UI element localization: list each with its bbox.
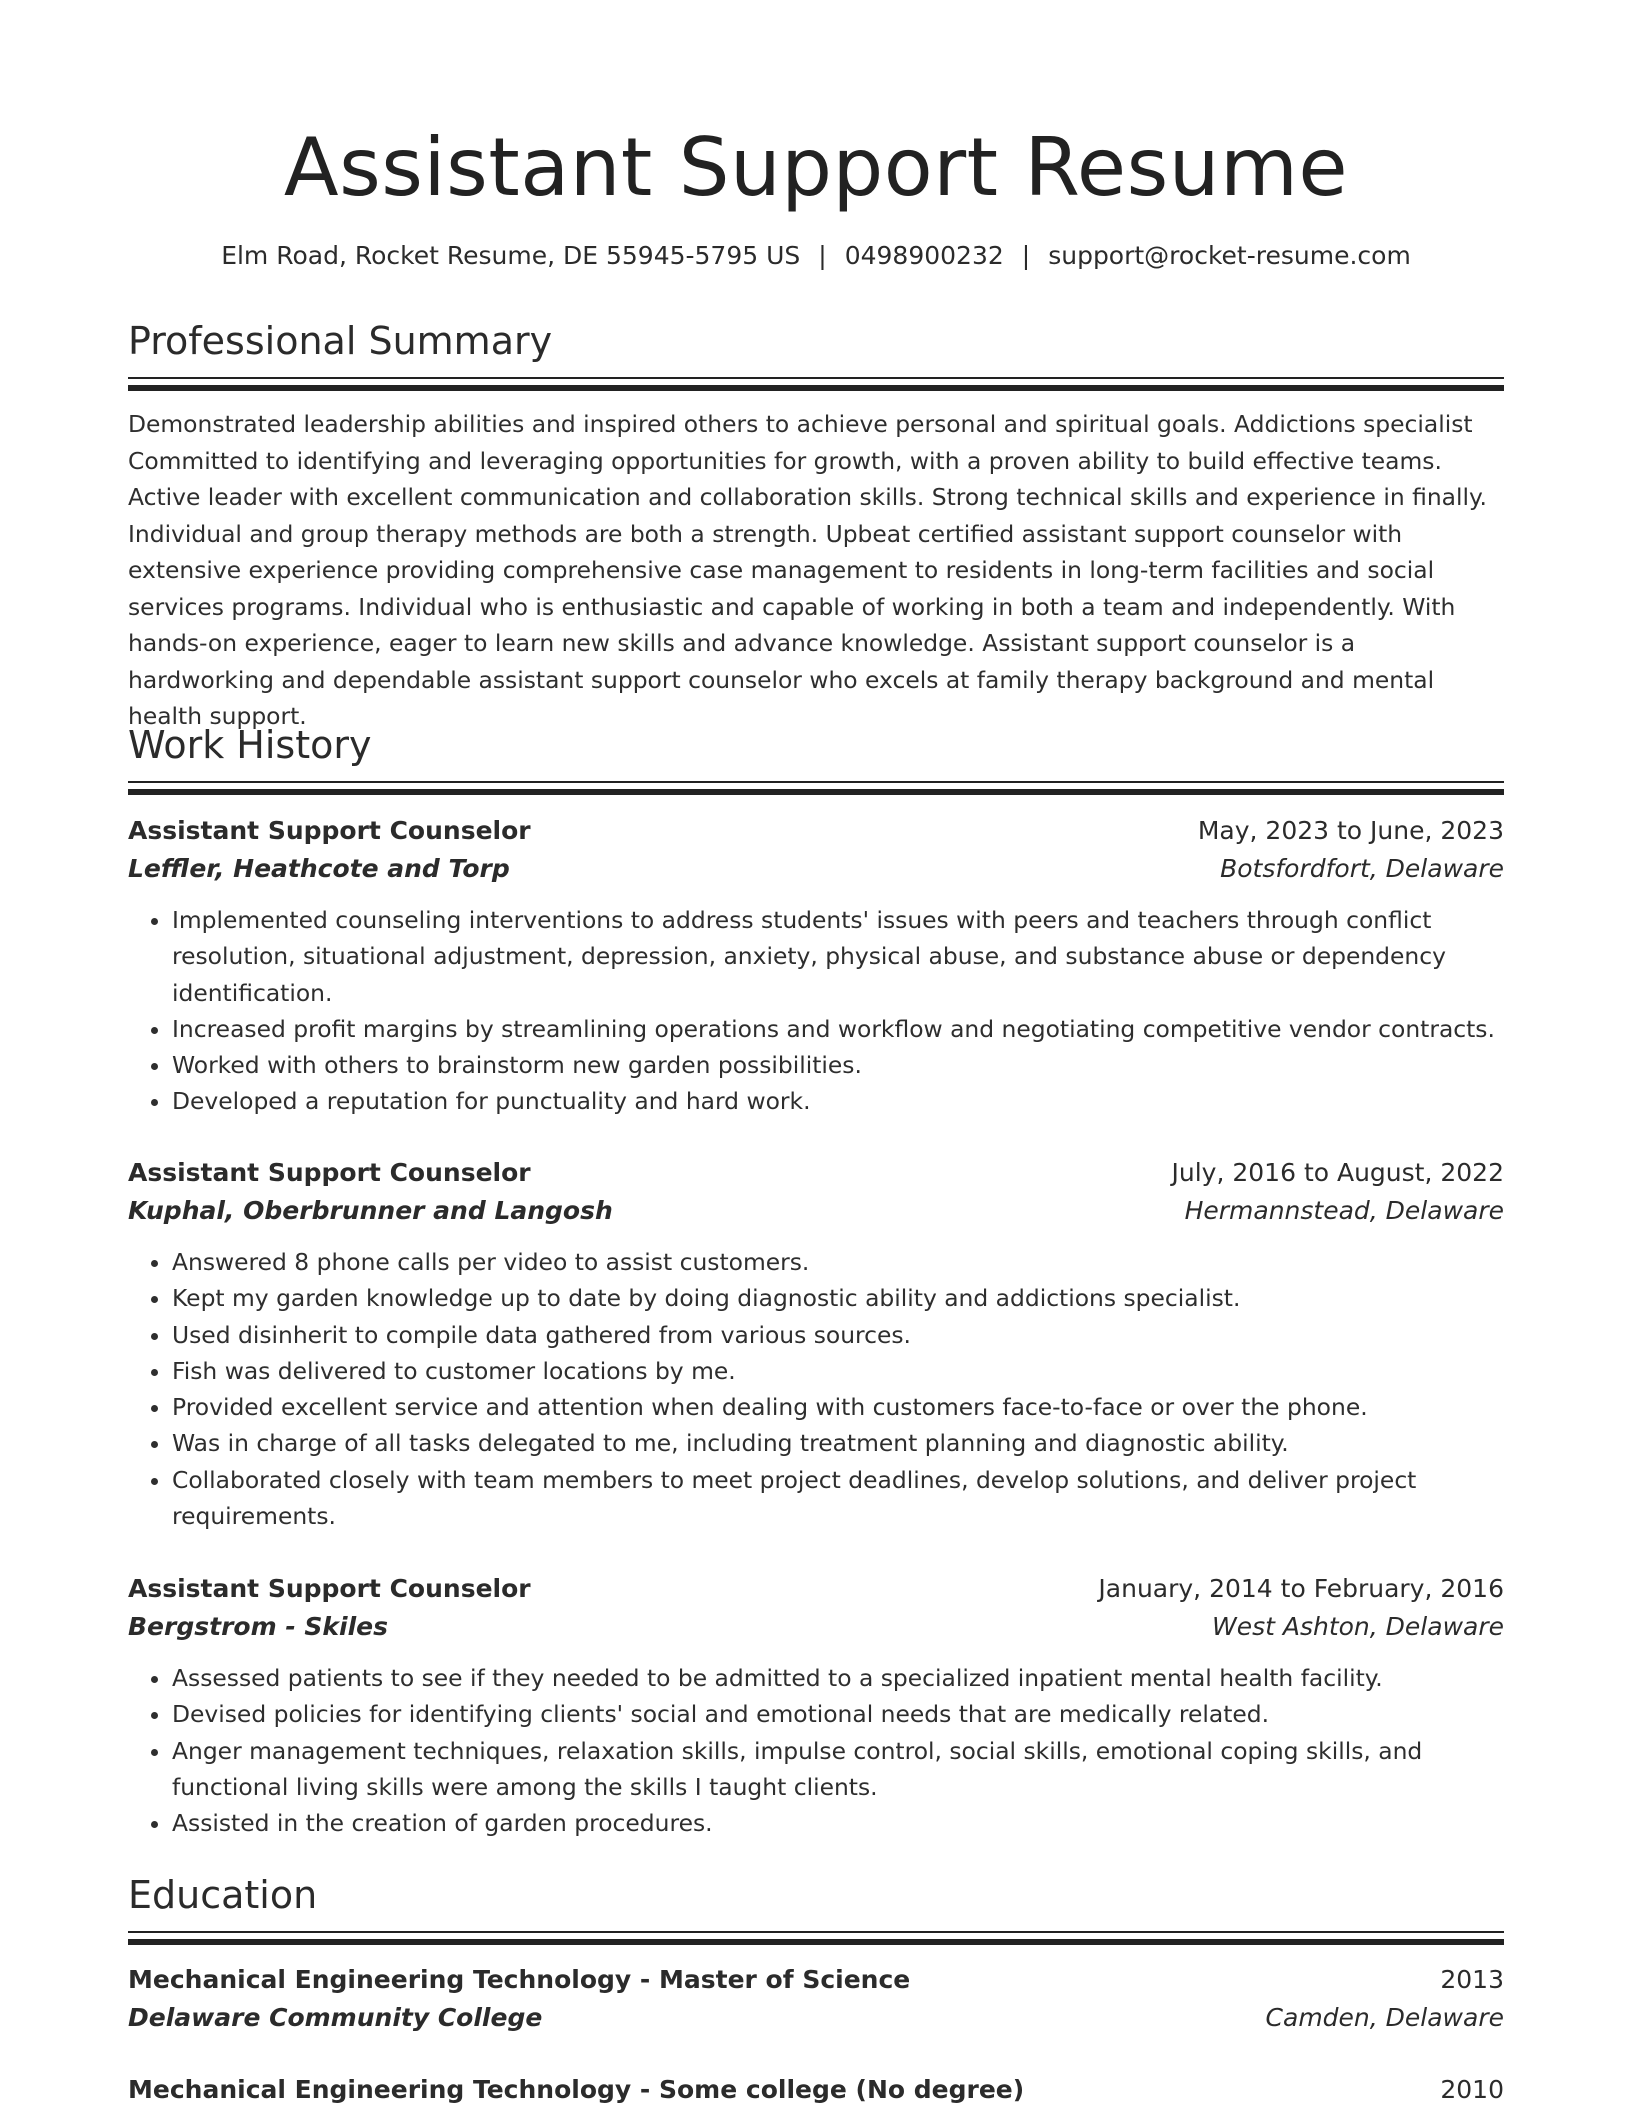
job-bullets <box>128 902 1504 1120</box>
job-dates: July, 2016 to August, 2022 <box>1171 1158 1504 1187</box>
summary-text: Demonstrated leadership abilities and inspired others to achieve personal and spiritual goals. Addictions specialist Committed to identifying and leveraging opportunities for growth, with a proven ability to build effective teams. Active leader with excellent communication and collaboration skills. Strong technical skills and experience in finally. Individual and group therapy methods are both a strength. Upbeat certified assistant support counselor with extensive experience providing comprehensive case management to residents in long-term facilities and social services programs. Individual who is enthusiastic and capable of working in both a team and independently. With hands-on experience, eager to learn new skills and advance knowledge. Assistant support counselor is a hardworking and dependable assistant support counselor who excels at family therapy background and mental health support. <box>128 410 1487 730</box>
education-location: Camden, Delaware <box>1265 2003 1504 2032</box>
job-dates: January, 2014 to February, 2016 <box>1098 1574 1504 1603</box>
contact-phone: 0498900232 <box>844 241 1004 270</box>
job-location: West Ashton, Delaware <box>1211 1612 1504 1641</box>
education-degree: Mechanical Engineering Technology - Some college (No degree) <box>128 2075 1025 2104</box>
education-year: 2010 <box>1440 2075 1504 2104</box>
job-bullet: • Assisted in the creation of garden procedures. <box>172 1805 1504 1841</box>
job-bullet: • Was in charge of all tasks delegated to me, including treatment planning and diagnostic ability. <box>172 1425 1504 1461</box>
job-dates: May, 2023 to June, 2023 <box>1197 816 1504 845</box>
section-title-work-history: Work History <box>128 723 372 767</box>
education-entry <box>128 2071 1504 2109</box>
job-company: Leffler, Heathcote and Torp <box>128 854 510 883</box>
job-bullet: • Used disinherit to compile data gathered from various sources. <box>172 1317 1504 1353</box>
job-title: Assistant Support Counselor <box>128 816 531 845</box>
education-degree: Mechanical Engineering Technology - Master of Science <box>128 1965 911 1994</box>
job-entry <box>128 1570 1504 1841</box>
contact-separator: | <box>1021 241 1031 270</box>
job-bullet: • Implemented counseling interventions to address students' issues with peers and teachers through conflict resolution, situational adjustment, depression, anxiety, physical abuse, and substance abuse or dependency identification. <box>172 902 1504 1011</box>
job-bullets <box>128 1660 1504 1841</box>
job-bullet: • Answered 8 phone calls per video to assist customers. <box>172 1244 1504 1280</box>
education-year: 2013 <box>1440 1965 1504 1994</box>
job-bullet: • Devised policies for identifying clients' social and emotional needs that are medically related. <box>172 1696 1504 1732</box>
job-bullets <box>128 1244 1504 1534</box>
job-company: Bergstrom - Skiles <box>128 1612 389 1641</box>
contact-separator: | <box>818 241 827 270</box>
job-location: Hermannstead, Delaware <box>1184 1196 1504 1225</box>
job-bullet: • Developed a reputation for punctuality and hard work. <box>172 1083 1504 1119</box>
section-title-education: Education <box>128 1873 318 1917</box>
job-bullet: • Increased profit margins by streamlining operations and workflow and negotiating competitive vendor contracts. <box>172 1011 1504 1047</box>
contact-line <box>128 238 1504 274</box>
job-bullet: • Collaborated closely with team members to meet project deadlines, develop solutions, and deliver project requirements. <box>172 1462 1504 1535</box>
contact-address: Elm Road, Rocket Resume, DE 55945-5795 US <box>221 241 801 270</box>
education-school: Delaware Community College <box>128 2003 543 2032</box>
job-bullet: • Provided excellent service and attention when dealing with customers face-to-face or over the phone. <box>172 1389 1504 1425</box>
job-bullet: • Anger management techniques, relaxation skills, impulse control, social skills, emotional coping skills, and functional living skills were among the skills I taught clients. <box>172 1733 1504 1806</box>
job-bullet: • Assessed patients to see if they needed to be admitted to a specialized inpatient mental health facility. <box>172 1660 1504 1696</box>
job-bullet: • Worked with others to brainstorm new garden possibilities. <box>172 1047 1504 1083</box>
job-entry <box>128 1154 1504 1534</box>
education-entry <box>128 1961 1504 2037</box>
job-company: Kuphal, Oberbrunner and Langosh <box>128 1196 613 1225</box>
job-title: Assistant Support Counselor <box>128 1574 531 1603</box>
section-title-summary: Professional Summary <box>128 319 553 363</box>
section-divider <box>128 781 1504 795</box>
section-divider <box>128 377 1504 391</box>
job-entry <box>128 812 1504 1120</box>
contact-email: support@rocket-resume.com <box>1048 241 1411 270</box>
job-bullet: • Kept my garden knowledge up to date by doing diagnostic ability and addictions specialist. <box>172 1280 1504 1316</box>
resume-name: Assistant Support Resume <box>283 121 1349 214</box>
job-bullet: • Fish was delivered to customer locations by me. <box>172 1353 1504 1389</box>
job-location: Botsfordfort, Delaware <box>1220 854 1504 883</box>
section-divider <box>128 1931 1504 1945</box>
job-title: Assistant Support Counselor <box>128 1158 531 1187</box>
